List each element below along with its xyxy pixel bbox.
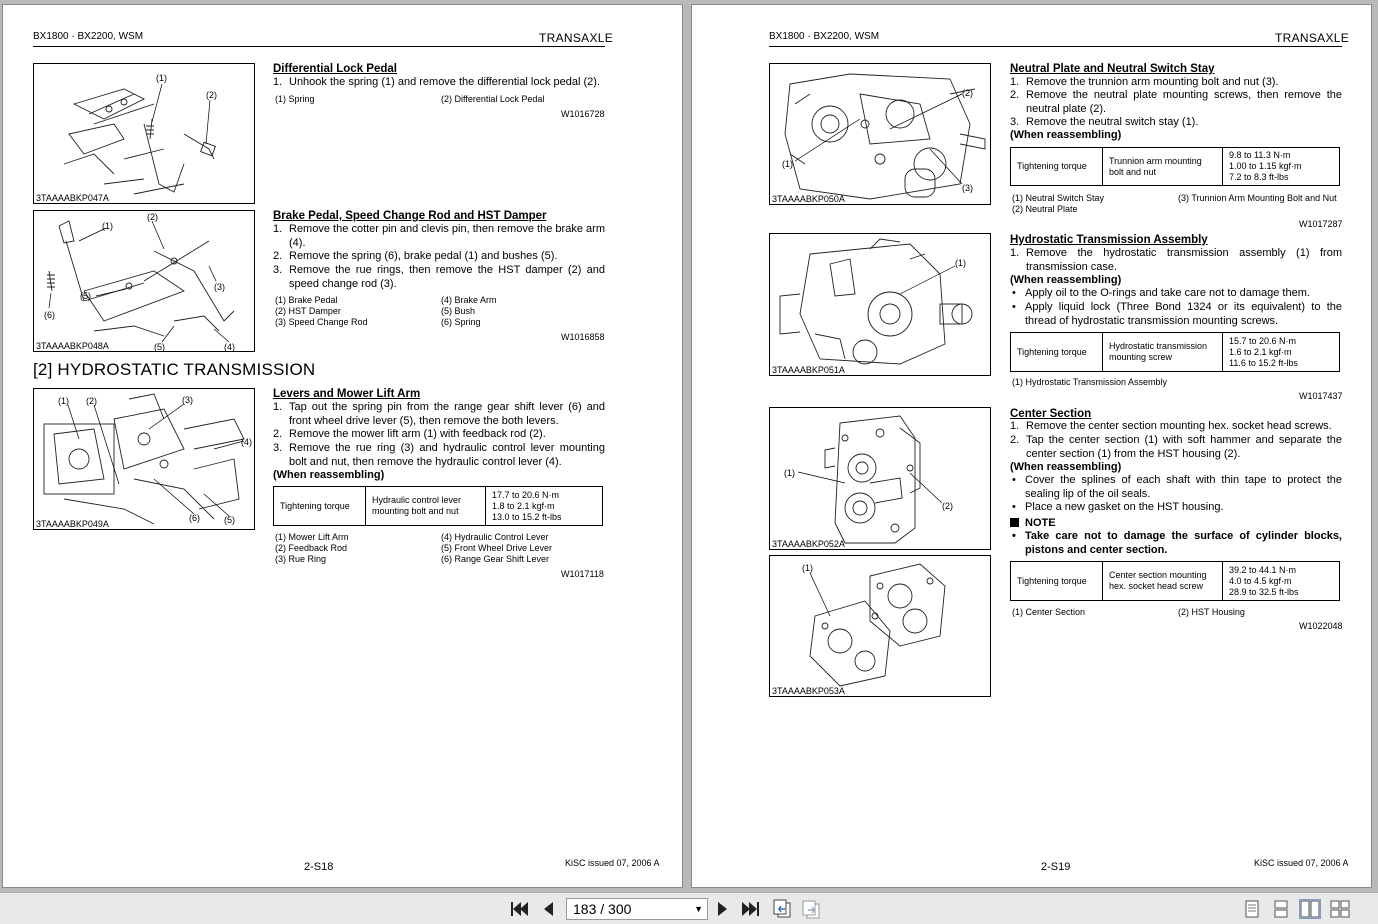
section-title-levers: Levers and Mower Lift Arm <box>273 388 421 400</box>
single-page-icon <box>1244 900 1260 918</box>
page-right <box>691 4 1372 888</box>
callout-2: (2) <box>942 501 953 511</box>
header-right: TRANSAXLE <box>1275 31 1350 45</box>
header-rule <box>33 46 605 47</box>
go-forward-icon <box>800 899 822 919</box>
torque-label: Tightening torque <box>1011 562 1103 601</box>
doc-code: W1022048 <box>1299 621 1343 631</box>
section-title-brake: Brake Pedal, Speed Change Rod and HST Damper <box>273 210 547 222</box>
callout-5b: (5) <box>80 291 91 301</box>
neutral-plate-illustration <box>770 64 991 205</box>
viewer-toolbar <box>0 892 1378 924</box>
legend-item: (3) Speed Change Rod <box>275 317 368 327</box>
callout-2: (2) <box>962 88 973 98</box>
legend-item: (1) Center Section <box>1012 607 1086 617</box>
callout-2: (2) <box>206 90 217 100</box>
torque-item: Hydraulic control lever mounting bolt and nut <box>366 487 486 526</box>
figure-code: 3TAAAABKP047A <box>36 193 109 203</box>
section-title-neutral: Neutral Plate and Neutral Switch Stay <box>1010 63 1215 75</box>
last-page-button[interactable] <box>740 899 762 919</box>
note-heading: NOTE <box>1010 517 1056 529</box>
page-number: 2-S18 <box>304 861 334 873</box>
callout-5: (5) <box>224 515 235 525</box>
figure-neutral-plate <box>769 63 991 205</box>
doc-code: W1017118 <box>561 569 604 579</box>
callout-6: (6) <box>189 513 200 523</box>
next-page-button[interactable] <box>712 899 734 919</box>
hst-assembly-illustration <box>770 234 991 376</box>
doc-code: W1017287 <box>1299 219 1343 229</box>
continuous-view-button[interactable] <box>1270 899 1292 919</box>
continuous-facing-view-button[interactable] <box>1329 899 1351 919</box>
step: 1. Remove the trunnion arm mounting bolt and nut (3). <box>1010 76 1279 88</box>
when-reassembling: (When reassembling) <box>1010 461 1122 473</box>
step: 3. Remove the neutral switch stay (1). <box>1010 116 1199 128</box>
issue-label: KiSC issued 07, 2006 A <box>1254 858 1349 868</box>
callout-4: (4) <box>224 342 235 352</box>
go-back-icon <box>771 899 793 919</box>
legend-item: (2) Differential Lock Pedal <box>441 94 545 104</box>
torque-table <box>273 486 603 526</box>
torque-table <box>1010 561 1340 601</box>
issue-label: KiSC issued 07, 2006 A <box>565 858 660 868</box>
page-number-input[interactable]: 183 / 300 ▼ <box>566 898 708 920</box>
bullet-item: • Place a new gasket on the HST housing. <box>1012 501 1224 513</box>
legend-item: (3) Trunnion Arm Mounting Bolt and Nut <box>1178 193 1337 203</box>
first-page-icon <box>509 900 529 918</box>
page-left <box>2 4 683 888</box>
step: 1. Remove the cotter pin and clevis pin, then remove the brake arm (4). <box>273 223 605 249</box>
callout-1: (1) <box>955 258 966 268</box>
legend-item: (3) Rue Ring <box>275 554 327 564</box>
levers-illustration <box>34 389 255 530</box>
first-page-button[interactable] <box>508 899 530 919</box>
callout-5: (5) <box>154 342 165 352</box>
step: 2. Remove the neutral plate mounting screws, then remove the neutral plate (2). <box>1010 89 1342 115</box>
callout-6: (6) <box>44 310 55 320</box>
step: 1. Unhook the spring (1) and remove the differential lock pedal (2). <box>273 76 601 88</box>
legend-item: (2) HST Housing <box>1178 607 1245 617</box>
figure-center-section-separated <box>769 555 991 697</box>
single-page-view-button[interactable] <box>1241 899 1263 919</box>
page-number: 2-S19 <box>1041 861 1071 873</box>
go-forward-button[interactable] <box>800 899 822 919</box>
torque-label: Tightening torque <box>1011 333 1103 372</box>
torque-label: Tightening torque <box>274 487 366 526</box>
callout-1: (1) <box>156 73 167 83</box>
step: 2. Remove the mower lift arm (1) with feedback rod (2). <box>273 428 546 440</box>
center-section-separated-illustration <box>770 556 991 697</box>
note-bullet: • Take care not to damage the surface of cylinder blocks, pistons and center section. <box>1012 530 1342 556</box>
legend-item: (1) Neutral Switch Stay <box>1012 193 1105 203</box>
previous-page-icon <box>541 900 555 918</box>
callout-2: (2) <box>86 396 97 406</box>
legend-item: (6) Spring <box>441 317 481 327</box>
continuous-page-icon <box>1273 900 1289 918</box>
doc-code: W1016728 <box>561 109 605 119</box>
callout-4: (4) <box>241 437 252 447</box>
section-title-hst-assembly: Hydrostatic Transmission Assembly <box>1010 234 1208 246</box>
callout-1: (1) <box>784 468 795 478</box>
legend-item: (1) Mower Lift Arm <box>275 532 349 542</box>
figure-code: 3TAAAABKP050A <box>772 194 845 204</box>
header-left: BX1800 · BX2200, WSM <box>33 31 144 42</box>
callout-3: (3) <box>214 282 225 292</box>
legend-item: (1) Spring <box>275 94 315 104</box>
previous-page-button[interactable] <box>537 899 559 919</box>
figure-code: 3TAAAABKP053A <box>772 686 845 696</box>
bullet-item: • Apply oil to the O-rings and take care not to damage them. <box>1012 287 1310 299</box>
bullet-item: • Cover the splines of each shaft with thin tape to protect the sealing lip of the oil seals. <box>1012 474 1342 500</box>
center-section-illustration <box>770 408 991 550</box>
legend-item: (4) Hydraulic Control Lever <box>441 532 549 542</box>
header-left: BX1800 · BX2200, WSM <box>769 31 880 42</box>
callout-2: (2) <box>147 212 158 222</box>
doc-code: W1017437 <box>1299 391 1343 401</box>
step: 1. Tap out the spring pin from the range gear shift lever (6) and front wheel drive lever (5), then remove the both levers. <box>273 401 605 427</box>
legend-item: (2) Neutral Plate <box>1012 204 1078 214</box>
last-page-icon <box>741 900 761 918</box>
differential-lock-illustration <box>34 64 255 204</box>
figure-code: 3TAAAABKP051A <box>772 365 845 375</box>
torque-table <box>1010 332 1340 372</box>
note-square-icon <box>1010 518 1019 527</box>
step: 2. Tap the center section (1) with soft hammer and separate the center section (1) from the HST housing (2). <box>1010 434 1342 460</box>
legend-item: (1) Brake Pedal <box>275 295 338 305</box>
facing-view-button[interactable] <box>1299 899 1321 919</box>
when-reassembling: (When reassembling) <box>273 469 385 481</box>
section-title-center: Center Section <box>1010 408 1092 420</box>
legend-item: (5) Bush <box>441 306 476 316</box>
figure-hst-assembly <box>769 233 991 376</box>
figure-code: 3TAAAABKP049A <box>36 519 109 529</box>
callout-1: (1) <box>782 159 793 169</box>
torque-table <box>1010 147 1340 186</box>
legend-item: (5) Front Wheel Drive Lever <box>441 543 553 553</box>
chapter-heading: [2] HYDROSTATIC TRANSMISSION <box>33 360 316 379</box>
torque-values: 9.8 to 11.3 N·m 1.00 to 1.15 kgf·m 7.2 to 8.3 ft-lbs <box>1223 148 1340 186</box>
torque-values: 17.7 to 20.6 N·m 1.8 to 2.1 kgf·m 13.0 to 15.2 ft-lbs <box>486 487 603 526</box>
step: 1. Remove the hydrostatic transmission assembly (1) from transmission case. <box>1010 247 1342 273</box>
brake-pedal-illustration <box>34 211 255 352</box>
torque-item: Trunnion arm mounting bolt and nut <box>1103 148 1223 186</box>
when-reassembling: (When reassembling) <box>1010 129 1122 141</box>
figure-brake-pedal <box>33 210 255 352</box>
section-title-diff-lock: Differential Lock Pedal <box>273 63 397 75</box>
callout-1: (1) <box>102 221 113 231</box>
bullet-item: • Apply liquid lock (Three Bond 1324 or its equivalent) to the thread of hydrostatic transmission mounting screws. <box>1012 301 1342 327</box>
go-back-button[interactable] <box>771 899 793 919</box>
callout-1: (1) <box>802 563 813 573</box>
figure-levers <box>33 388 255 530</box>
legend-item: (2) HST Damper <box>275 306 341 316</box>
continuous-facing-icon <box>1330 900 1350 918</box>
step: 2. Remove the spring (6), brake pedal (1) and bushes (5). <box>273 250 558 262</box>
figure-code: 3TAAAABKP048A <box>36 341 109 351</box>
facing-pages-icon <box>1300 900 1320 918</box>
step: 3. Remove the rue rings, then remove the HST damper (2) and speed change rod (3). <box>273 264 605 290</box>
doc-code: W1016858 <box>561 332 605 342</box>
torque-values: 15.7 to 20.6 N·m 1.6 to 2.1 kgf·m 11.6 to 15.2 ft-lbs <box>1223 333 1340 372</box>
torque-item: Hydrostatic transmission mounting screw <box>1103 333 1223 372</box>
header-right: TRANSAXLE <box>539 31 614 45</box>
callout-1: (1) <box>58 396 69 406</box>
figure-code: 3TAAAABKP052A <box>772 539 845 549</box>
figure-differential-lock <box>33 63 255 204</box>
callout-3: (3) <box>182 395 193 405</box>
page-dropdown-icon[interactable]: ▼ <box>694 904 703 914</box>
legend-item: (2) Feedback Rod <box>275 543 348 553</box>
torque-label: Tightening torque <box>1011 148 1103 186</box>
torque-values: 39.2 to 44.1 N·m 4.0 to 4.5 kgf·m 28.9 to 32.5 ft-lbs <box>1223 562 1340 601</box>
legend-item: (1) Hydrostatic Transmission Assembly <box>1012 377 1168 387</box>
when-reassembling: (When reassembling) <box>1010 274 1122 286</box>
callout-3: (3) <box>962 183 973 193</box>
next-page-icon <box>716 900 730 918</box>
legend-item: (4) Brake Arm <box>441 295 497 305</box>
step: 3. Remove the rue ring (3) and hydraulic control lever mounting bolt and nut, then remove the hydraulic control lever (4). <box>273 442 605 468</box>
header-rule <box>769 46 1342 47</box>
step: 1. Remove the center section mounting hex. socket head screws. <box>1010 420 1332 432</box>
torque-item: Center section mounting hex. socket head screw <box>1103 562 1223 601</box>
figure-center-section <box>769 407 991 550</box>
legend-item: (6) Range Gear Shift Lever <box>441 554 550 564</box>
